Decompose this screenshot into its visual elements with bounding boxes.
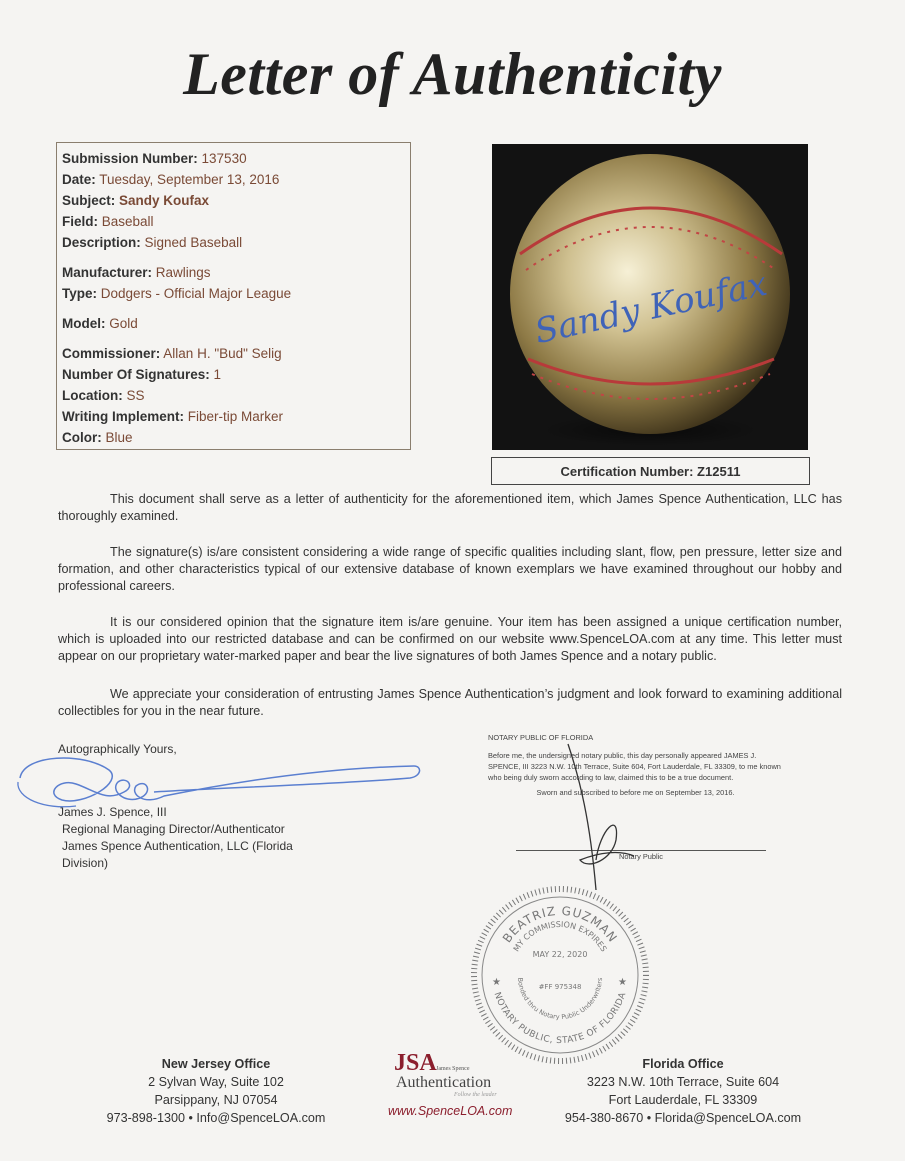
location-label: Location: <box>62 388 123 403</box>
baseball-signature: Sandy Koufax <box>531 263 771 353</box>
seal-date: MAY 22, 2020 <box>532 950 588 959</box>
model-label: Model: <box>62 316 106 331</box>
seal-bonded: Bonded thru Notary Public Underwriters <box>515 977 605 1022</box>
submission-number-row <box>62 148 410 169</box>
james-spence-signature <box>14 748 424 820</box>
certification-number: Certification Number: Z12511 <box>491 457 810 485</box>
nj-office-heading: New Jersey Office <box>161 1057 271 1071</box>
signer-company-line1: James Spence Authentication, LLC (Florida <box>62 839 293 853</box>
fl-office-address: 3223 N.W. 10th Terrace, Suite 604 <box>586 1075 780 1089</box>
model-value: Gold <box>109 316 138 331</box>
jsa-small-name: James Spence <box>436 1066 470 1072</box>
field-value: Baseball <box>101 214 154 229</box>
fl-office-heading: Florida Office <box>642 1057 724 1071</box>
num-signatures-label: Number Of Signatures: <box>62 367 210 382</box>
seal-name: BEATRIZ GUZMAN <box>499 903 621 946</box>
date-row <box>62 169 410 190</box>
nj-office-address: 2 Sylvan Way, Suite 102 <box>148 1075 284 1089</box>
signer-company-line2: Division) <box>62 856 109 870</box>
notary-sworn: Sworn and subscribed to before me on September 13, 2016. <box>536 788 735 797</box>
color-value: Blue <box>105 430 133 445</box>
subject-value: Sandy Koufax <box>119 193 210 208</box>
item-photo <box>492 144 808 450</box>
commissioner-value: Allan H. "Bud" Selig <box>163 346 282 361</box>
fl-office-contact: 954-380-8670 • Florida@SpenceLOA.com <box>564 1111 802 1125</box>
item-info-box <box>56 142 411 450</box>
signer-title: Regional Managing Director/Authenticator <box>62 822 285 836</box>
website-url[interactable]: www.SpenceLOA.com <box>388 1104 513 1118</box>
fl-office <box>560 1055 806 1127</box>
seal-state: NOTARY PUBLIC, STATE OF FLORIDA <box>491 990 629 1047</box>
baseball-image <box>492 144 808 450</box>
seal-commission: MY COMMISSION EXPIRES <box>511 919 609 954</box>
signer-name: James J. Spence, III <box>58 805 167 819</box>
location-row <box>62 385 410 406</box>
nj-office <box>96 1055 336 1127</box>
jsa-logo <box>388 1050 516 1118</box>
notary-body: Before me, the undersigned notary public, this day personally appeared JAMES J. SPENCE, III 3223 N.W. 10th Terrace, Suite 604, Fort Lauderdale, FL 33309, to me known who being duly sworn according to law, claimed this to be a true document. <box>488 751 781 782</box>
subject-row <box>62 190 410 211</box>
subject-label: Subject: <box>62 193 116 208</box>
writing-implement-row <box>62 406 410 427</box>
paragraph-2: The signature(s) is/are consistent considering a wide range of specific qualities including slant, flow, pen pressure, letter size and formation, and other characteristics typical of our extensive database of known exemplars we have examined throughout our hobby and professional careers. <box>58 545 842 593</box>
type-row <box>62 283 410 304</box>
notary-header: NOTARY PUBLIC OF FLORIDA <box>488 733 594 742</box>
seal-star-left: ★ <box>492 977 501 988</box>
notary-signature <box>560 740 640 900</box>
commissioner-label: Commissioner: <box>62 346 161 361</box>
color-row <box>62 427 410 448</box>
date-value: Tuesday, September 13, 2016 <box>99 172 280 187</box>
manufacturer-row <box>62 262 410 283</box>
paragraph-3: It is our considered opinion that the signature item is/are genuine. Your item has been assigned a unique certification number, which is uploaded into our restricted database and can be confirmed on our website www.SpenceLOA.com at any time. This letter must appear on our proprietary water-marked paper and bear the live signatures of both James Spence and a notary public. <box>58 615 842 663</box>
submission-number-value: 137530 <box>201 151 247 166</box>
model-row <box>62 313 410 334</box>
submission-number-label: Submission Number: <box>62 151 198 166</box>
writing-implement-label: Writing Implement: <box>62 409 185 424</box>
paragraph-4: We appreciate your consideration of entrusting James Spence Authentication’s judgment and look forward to examining additional collectibles for you in the near future. <box>58 687 842 718</box>
description-row <box>62 232 410 253</box>
location-value: SS <box>126 388 145 403</box>
manufacturer-value: Rawlings <box>155 265 211 280</box>
seal-star-right: ★ <box>618 977 627 988</box>
description-value: Signed Baseball <box>144 235 243 250</box>
seal-number: #FF 975348 <box>538 983 582 991</box>
type-value: Dodgers - Official Major League <box>100 286 292 301</box>
fl-office-city: Fort Lauderdale, FL 33309 <box>608 1093 758 1107</box>
num-signatures-row <box>62 364 410 385</box>
paragraph-1: This document shall serve as a letter of authenticity for the aforementioned item, which James Spence Authentication, LLC has thoroughly examined. <box>58 492 842 523</box>
color-label: Color: <box>62 430 102 445</box>
num-signatures-value: 1 <box>213 367 222 382</box>
notary-seal <box>470 885 650 1065</box>
notary-public-label: Notary Public <box>619 852 663 861</box>
nj-office-contact: 973-898-1300 • Info@SpenceLOA.com <box>106 1111 326 1125</box>
field-label: Field: <box>62 214 98 229</box>
writing-implement-value: Fiber-tip Marker <box>187 409 284 424</box>
page-title: Letter of Authenticity <box>183 41 722 107</box>
jsa-authentication: Authentication <box>396 1074 492 1091</box>
description-label: Description: <box>62 235 141 250</box>
commissioner-row <box>62 343 410 364</box>
nj-office-city: Parsippany, NJ 07054 <box>154 1093 278 1107</box>
jsa-tagline: Follow the leader <box>454 1092 497 1098</box>
jsa-mark: JSA <box>394 1050 437 1076</box>
type-label: Type: <box>62 286 98 301</box>
manufacturer-label: Manufacturer: <box>62 265 153 280</box>
closing-line: Autographically Yours, <box>58 742 177 756</box>
date-label: Date: <box>62 172 96 187</box>
field-row <box>62 211 410 232</box>
